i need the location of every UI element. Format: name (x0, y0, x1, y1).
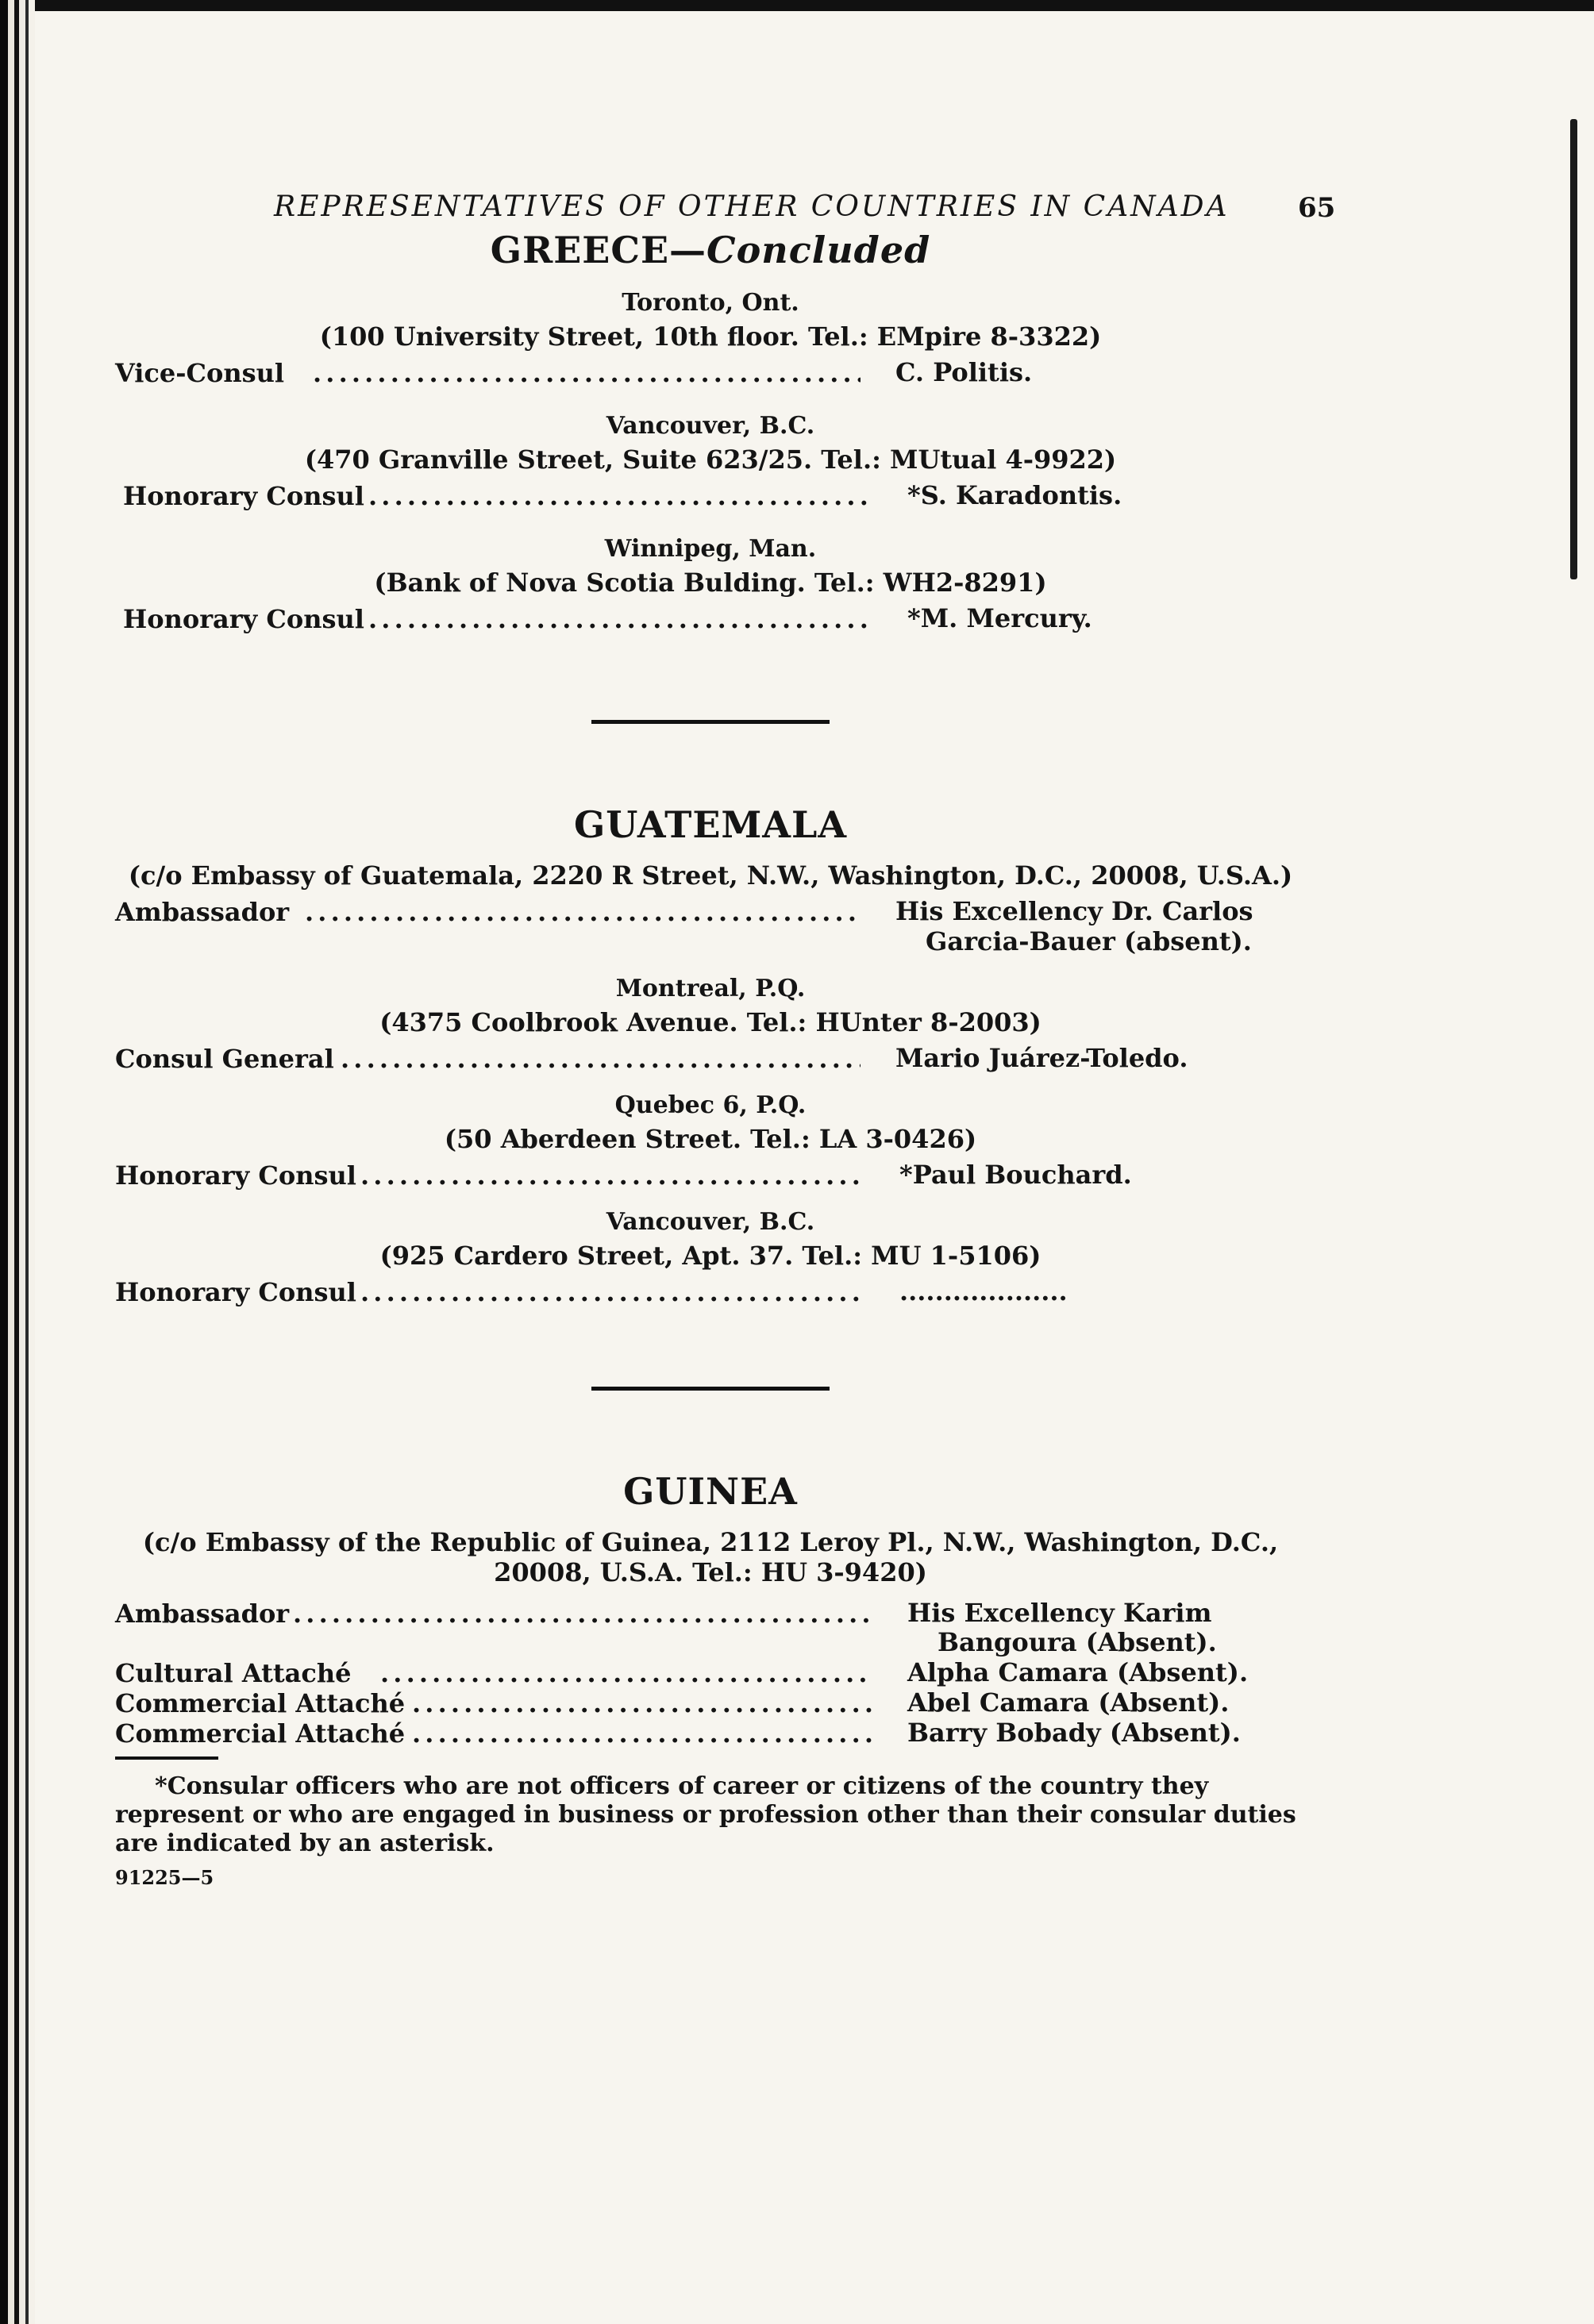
leader-dots (305, 897, 861, 927)
leader-dots (380, 1658, 872, 1688)
official-row (115, 1277, 1306, 1307)
position-title: Honorary Consul (115, 1276, 356, 1307)
position-title: Vice-Consul (115, 358, 285, 388)
leader-dots (412, 1688, 872, 1718)
official-row (115, 1044, 1306, 1074)
official-row (115, 358, 1306, 388)
official-name (872, 897, 1253, 957)
leader-dots (360, 1277, 864, 1307)
footnote-text: *Consular officers who are not officers of career or citizens of the country they represent or who are engaged in business or profession other than their consular duties are indicated by an asterisk. (115, 1772, 1296, 1857)
official-name-line: His Excellency Dr. Carlos (895, 896, 1253, 926)
official-name: Barry Bobady (Absent). (907, 1718, 1241, 1748)
official-name-line: Garcia-Bauer (absent). (926, 925, 1252, 956)
leader-dots (293, 1599, 872, 1629)
official-row (115, 604, 1306, 634)
position-title: Consul General (115, 1043, 334, 1074)
city-address: (925 Cardero Street, Apt. 37. Tel.: MU 1-5106) (379, 1240, 1041, 1271)
official-row (115, 1599, 1306, 1659)
section-title-guatemala: GUATEMALA (573, 803, 848, 846)
position-title: Honorary Consul (115, 1160, 356, 1191)
city-heading: Winnipeg, Man. (604, 535, 817, 563)
official-row (115, 1718, 1306, 1749)
greece-title-suffix: Concluded (707, 229, 931, 271)
official-name-line: His Excellency Karim (907, 1597, 1212, 1628)
printer-signature: 91225—5 (115, 1866, 214, 1889)
official-row (115, 1688, 1306, 1718)
official-name (884, 1599, 1217, 1659)
official-name: *M. Mercury. (907, 603, 1092, 633)
official-name: Alpha Camara (Absent). (907, 1657, 1249, 1687)
position-title: Commercial Attaché (115, 1718, 406, 1749)
section-divider (591, 720, 830, 724)
footnote-rule (115, 1756, 218, 1760)
leader-dots (313, 358, 861, 388)
leader-dots (412, 1718, 872, 1749)
city-heading: Quebec 6, P.Q. (614, 1091, 807, 1119)
position-title: Honorary Consul (123, 604, 364, 634)
city-address: (470 Granville Street, Suite 623/25. Tel.: MUtual 4-9922) (304, 444, 1117, 475)
section-divider (591, 1387, 830, 1391)
official-row (115, 1658, 1306, 1688)
city-address: (4375 Coolbrook Avenue. Tel.: HUnter 8-2003) (379, 1006, 1041, 1037)
leader-dots (368, 481, 872, 511)
running-title: REPRESENTATIVES OF OTHER COUNTRIES IN CANADA (274, 190, 1230, 223)
official-name: Mario Juárez-Toledo. (895, 1042, 1188, 1073)
leader-dots (368, 604, 872, 634)
official-row (115, 481, 1306, 511)
section-title-greece (115, 229, 1306, 271)
official-name: *Paul Bouchard. (899, 1159, 1132, 1190)
official-row (115, 1160, 1306, 1191)
city-address: (Bank of Nova Scotia Bulding. Tel.: WH2-8291) (374, 568, 1047, 598)
embassy-address-cont: 20008, U.S.A. Tel.: HU 3-9420) (494, 1556, 927, 1587)
running-header (115, 167, 1336, 224)
scan-right-mark (1570, 119, 1577, 579)
page-number: 65 (1298, 192, 1336, 224)
city-address: (100 University Street, 10th floor. Tel.: EMpire 8-3322) (319, 321, 1102, 352)
official-name: ................... (899, 1276, 1068, 1306)
section-title-guinea: GUINEA (623, 1469, 798, 1513)
city-heading: Vancouver, B.C. (606, 1207, 815, 1236)
position-title: Ambassador (115, 1598, 290, 1629)
position-title: Ambassador (115, 897, 290, 927)
position-title: Honorary Consul (123, 481, 364, 511)
greece-title: GREECE— (490, 229, 707, 271)
leader-dots (341, 1044, 861, 1074)
leader-dots (360, 1160, 864, 1191)
embassy-address: (c/o Embassy of the Republic of Guinea, 2112 Leroy Pl., N.W., Washington, D.C., (142, 1526, 1279, 1557)
city-heading: Montreal, P.Q. (615, 974, 806, 1002)
official-name: Abel Camara (Absent). (907, 1687, 1230, 1718)
city-address: (50 Aberdeen Street. Tel.: LA 3-0426) (444, 1123, 977, 1154)
official-name: C. Politis. (895, 357, 1033, 387)
official-name-line: Bangoura (Absent). (938, 1627, 1217, 1658)
embassy-address: (c/o Embassy of Guatemala, 2220 R Street, N.W., Washington, D.C., 20008, U.S.A.) (128, 860, 1293, 891)
scan-binding-edge (0, 0, 35, 2324)
city-heading: Vancouver, B.C. (606, 412, 815, 440)
scan-top-border (0, 0, 1594, 11)
official-name: *S. Karadontis. (907, 480, 1122, 510)
official-row (115, 897, 1306, 957)
position-title: Commercial Attaché (115, 1688, 406, 1718)
city-heading: Toronto, Ont. (622, 289, 799, 317)
position-title: Cultural Attaché (115, 1658, 352, 1688)
document-page (115, 167, 1336, 1889)
